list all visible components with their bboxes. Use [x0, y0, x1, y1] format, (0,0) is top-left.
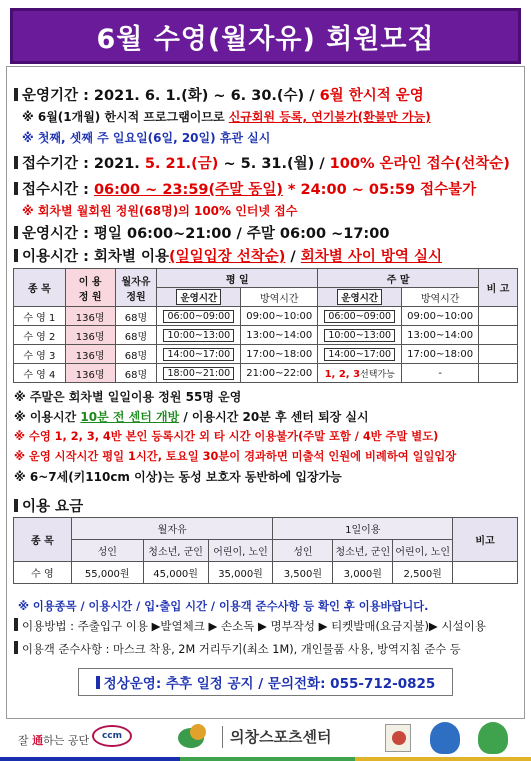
header-free-capacity: 월자유 정원 [115, 269, 157, 307]
header-item: 종 목 [14, 269, 66, 307]
cell-wd-op: 18:00~21:00 [157, 364, 241, 383]
table-row [14, 269, 518, 288]
footer-stripe [355, 757, 531, 761]
slogan: 잘 通하는 공단 [18, 734, 90, 747]
cell-wd-q: 09:00~10:00 [241, 307, 318, 326]
fee-header-note: 비고 [453, 518, 518, 562]
bullet-bar [14, 88, 18, 101]
cell-wd-op: 06:00~09:00 [157, 307, 241, 326]
cell-we-q: 13:00~14:00 [402, 326, 479, 345]
contact-box: 정상운영: 추후 일정 공지 / 문의전화: 055-712-0825 [78, 668, 453, 696]
fee-heading: 이용 요금 [14, 495, 83, 516]
cell-capacity: 136명 [65, 364, 115, 383]
period-line: 운영기간 : 2021. 6. 1.(화) ~ 6. 30.(수) / 6월 한시적 운영 [14, 84, 424, 105]
header-weekend: 주 말 [318, 269, 479, 288]
fee-cell-name: 수 영 [14, 562, 72, 584]
bullet-bar [14, 226, 18, 239]
divider [222, 726, 223, 748]
fee-cell: 3,000원 [333, 562, 393, 584]
cell-capacity: 136명 [65, 326, 115, 345]
method-line: 이용방법 : 주출입구 이용 ▶발열체크 ▶ 손소독 ▶ 명부작성 ▶ 티켓발매(요금지불)▶ 시설이용 [14, 618, 486, 634]
cell-capacity: 136명 [65, 307, 115, 326]
note-weekend: ※ 주말은 회차별 일일이용 정원 55명 운영 [14, 390, 242, 404]
corporation-logo-icon [190, 724, 206, 740]
note-line-1: ※ 6월(1개월) 한시적 프로그램이므로 신규회원 등록, 연기불가(환불만 가능) [22, 110, 431, 124]
fee-cell: 3,500원 [273, 562, 333, 584]
bullet-bar [96, 676, 100, 689]
cell-wd-op: 10:00~13:00 [157, 326, 241, 345]
fee-table [13, 517, 518, 584]
registration-time-line: 접수시간 : 06:00 ~ 23:59(주말 동일) * 24:00 ~ 05:59 접수불가 [14, 178, 476, 199]
cell-free: 68명 [115, 345, 157, 364]
cell-wd-q: 17:00~18:00 [241, 345, 318, 364]
ccm-logo: ccm [92, 725, 132, 747]
fee-sub: 어린이, 노인 [393, 540, 453, 562]
rules-line: 이용객 준수사항 : 마스크 착용, 2M 거리두기(최소 1M), 개인물품 사용, 방역지침 준수 등 [14, 641, 461, 657]
fee-cell: 35,000원 [208, 562, 273, 584]
cell-name: 수 영 1 [14, 307, 66, 326]
page-title: 6월 수영(월자유) 회원모집 [96, 23, 435, 55]
fee-cell: 45,000원 [143, 562, 208, 584]
fee-cell: 2,500원 [393, 562, 453, 584]
table-row [14, 540, 518, 562]
note-children: ※ 6~7세(키110cm 이상)는 동성 보호자 동반하에 입장가능 [14, 470, 342, 484]
bullet-bar [14, 641, 18, 654]
table-row [14, 562, 518, 584]
fee-sub: 어린이, 노인 [208, 540, 273, 562]
title-banner [10, 8, 521, 64]
schedule-table [13, 268, 518, 383]
mascot-icon [478, 722, 508, 754]
fee-cell: 55,000원 [71, 562, 143, 584]
bullet-bar [14, 249, 18, 262]
cell-free: 68명 [115, 364, 157, 383]
cell-we-op: 06:00~09:00 [318, 307, 402, 326]
cell-free: 68명 [115, 307, 157, 326]
cell-free: 68명 [115, 326, 157, 345]
header-capacity: 이 용 정 원 [65, 269, 115, 307]
cell-we-op: 10:00~13:00 [318, 326, 402, 345]
bullet-bar [14, 182, 18, 195]
footer-stripe [180, 757, 355, 761]
header-quarantine-time: 방역시간 [402, 288, 479, 307]
header-quarantine-time: 방역시간 [241, 288, 318, 307]
fee-header-free: 월자유 [71, 518, 273, 540]
bullet-bar [14, 156, 18, 169]
fee-cell-note [453, 562, 518, 584]
header-op-time: 운영시간 [318, 288, 402, 307]
header-note: 비 고 [479, 269, 518, 307]
cell-we-q: - [402, 364, 479, 383]
cell-note [479, 326, 518, 345]
fee-header-daily: 1일이용 [273, 518, 453, 540]
note-open-time: ※ 이용시간 10분 전 센터 개방 / 이용시간 20분 후 센터 퇴장 실시 [14, 410, 369, 424]
table-row [14, 326, 518, 345]
footer-stripe [0, 757, 180, 761]
registration-period-line: 접수기간 : 2021. 5. 21.(금) ~ 5. 31.(월) / 100% 온라인 접수(선착순) [14, 152, 510, 173]
fee-sub: 성인 [71, 540, 143, 562]
bullet-bar [14, 499, 18, 512]
cell-wd-q: 21:00~22:00 [241, 364, 318, 383]
usage-time-line: 이용시간 : 회차별 이용(일일입장 선착순) / 회차별 사이 방역 실시 [14, 245, 442, 266]
cell-we-q: 17:00~18:00 [402, 345, 479, 364]
fee-sub: 성인 [273, 540, 333, 562]
note-line-3: ※ 회차별 월회원 정원(68명)의 100% 인터넷 접수 [22, 204, 298, 218]
cell-note [479, 345, 518, 364]
mascot-icon [430, 722, 460, 754]
note-line-2: ※ 첫째, 셋째 주 일요일(6일, 20일) 휴관 실시 [22, 131, 271, 145]
cell-we-q: 09:00~10:00 [402, 307, 479, 326]
bullet-bar [14, 618, 18, 631]
fee-sub: 청소년, 군인 [143, 540, 208, 562]
cell-name: 수 영 4 [14, 364, 66, 383]
cell-capacity: 136명 [65, 345, 115, 364]
fee-sub: 청소년, 군인 [333, 540, 393, 562]
cell-we-op: 14:00~17:00 [318, 345, 402, 364]
note-restriction: ※ 수영 1, 2, 3, 4반 본인 등록시간 외 타 시간 이용불가(주말 포함 / 4반 주말 별도) [14, 430, 439, 443]
fee-header-item: 종 목 [14, 518, 72, 562]
footer [0, 720, 531, 761]
cell-note [479, 364, 518, 383]
cell-note [479, 307, 518, 326]
caution-line: ※ 이용종목 / 이용시간 / 입·출입 시간 / 이용객 준수사항 등 확인 후 이용바랍니다. [18, 600, 429, 613]
note-walkin: ※ 운영 시작시간 평일 1시간, 토요일 30분이 경과하면 미출석 인원에 비례하여 일일입장 [14, 450, 457, 463]
cell-name: 수 영 2 [14, 326, 66, 345]
table-row [14, 364, 518, 383]
badge-icon [385, 724, 411, 752]
cell-wd-q: 13:00~14:00 [241, 326, 318, 345]
center-name: 의창스포츠센터 [230, 728, 332, 746]
operation-hours-line: 운영시간 : 평일 06:00~21:00 / 주말 06:00 ~17:00 [14, 222, 389, 243]
cell-name: 수 영 3 [14, 345, 66, 364]
cell-we-op: 1, 2, 3선택가능 [318, 364, 402, 383]
table-row [14, 345, 518, 364]
cell-wd-op: 14:00~17:00 [157, 345, 241, 364]
header-op-time: 운영시간 [157, 288, 241, 307]
header-weekday: 평 일 [157, 269, 318, 288]
table-row [14, 518, 518, 540]
table-row [14, 307, 518, 326]
